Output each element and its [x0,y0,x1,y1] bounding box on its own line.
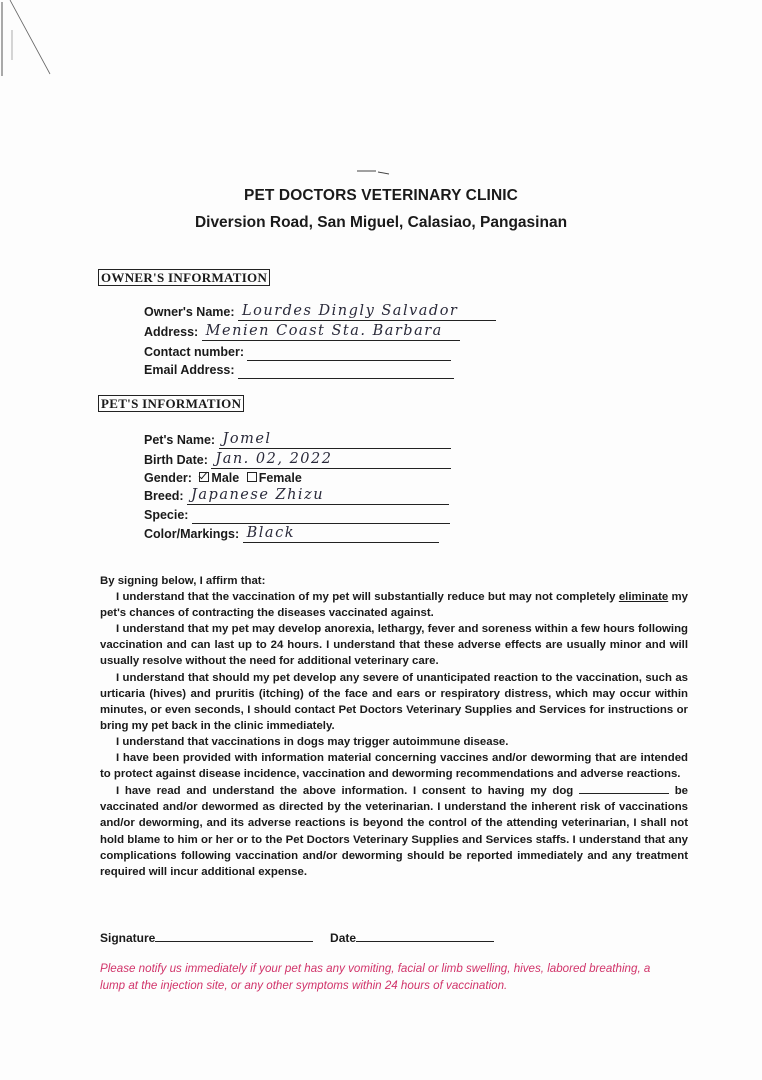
clinic-address: Diversion Road, San Miguel, Calasiao, Pangasinan [194,214,568,231]
gender-field [144,469,302,487]
clinic-name: PET DOCTORS VETERINARY CLINIC [244,187,518,204]
color-markings-input[interactable] [243,525,439,543]
address-field [144,323,460,341]
pet-name-value: Jomel [222,431,272,447]
affirmation-paragraph-4: I understand that vaccinations in dogs may trigger autoimmune disease. [116,735,509,748]
email-input[interactable] [238,364,454,379]
affirmation-text [100,573,688,880]
breed-value: Japanese Zhizu [191,487,325,503]
post-vaccination-notice: Please notify us immediately if your pet has any vomiting, facial or limb swelling, hives, labored breathing, a lump at the injection site, or any other symptoms within 24 hours of vaccination. [100,962,651,992]
gender-male-checkbox[interactable] [199,472,209,482]
affirmation-paragraph-1 [100,589,688,621]
gender-female-checkbox[interactable] [247,472,257,482]
email-label: Email Address: [144,363,235,377]
email-field [144,361,454,379]
color-markings-field [144,525,439,543]
gender-label: Gender: [144,471,192,485]
signature-line[interactable] [155,929,313,942]
affirmation-paragraph-2: I understand that my pet may develop anorexia, lethargy, fever and soreness within a few hours following vaccination and can last up to 24 hours. I understand that these adverse effects are usually minor and will usually resolve without the need for additional veterinary care. [100,623,688,668]
specie-input[interactable] [192,509,450,524]
contact-number-field [144,343,451,361]
signature-row [100,929,494,945]
address-input[interactable] [202,323,460,341]
p1-text-a: I understand that the vaccination of my pet will substantially reduce but may not completely [116,591,619,604]
contact-number-label: Contact number: [144,345,244,359]
birth-date-value: Jan. 02, 2022 [215,451,333,467]
dog-name-blank[interactable] [579,782,669,794]
pen-mark [356,168,390,176]
owner-name-field [144,303,496,321]
affirmation-paragraph-5: I have been provided with information material concerning vaccines and/or deworming that are intended to protect against disease incidence, vaccination and deworming recommendations and adverse reactions. [100,752,688,781]
contact-number-input[interactable] [247,346,451,361]
birth-date-input[interactable] [211,451,451,469]
pet-section-title: PET'S INFORMATION [98,395,244,412]
affirmation-paragraph-6 [100,782,688,880]
pet-name-label: Pet's Name: [144,433,216,447]
affirmation-paragraph-3: I understand that should my pet develop any severe of unanticipated reaction to the vaccination, such as urticaria (hives) and pruritis (itching) of the face and ears or respiratory distress, which may occur within minutes, or even seconds, I should contact Pet Doctors Veterinary Supplies and Services for instructions or bring my pet back in the clinic immediately. [100,671,688,732]
specie-label: Specie: [144,508,189,522]
date-line[interactable] [356,929,494,942]
owner-name-input[interactable] [238,303,496,321]
owner-name-label: Owner's Name: [144,305,235,319]
birth-date-label: Birth Date: [144,453,208,467]
scan-corner-mark [0,0,70,80]
pet-name-input[interactable] [219,431,451,449]
gender-female-label: Female [258,471,302,485]
p6-text-b: be vaccinated and/or dewormed as directed by the veterinarian. I understand the inherent risk of vaccinations and/or deworming, and its adverse reactions is beyond the control of the attending veterinarian, I shall not hold blame to him or her or to the Pet Doctors Veterinary Supplies and Services staffs. I understand that any complications following vaccination and/or deworming should be reported immediately and any treatment required will incur additional expense. [100,785,688,878]
gender-male-label: Male [211,471,240,485]
form-header [0,184,762,235]
address-value: Menien Coast Sta. Barbara [205,323,443,339]
p6-text-a: I have read and understand the above information. I consent to having my dog [116,785,579,798]
address-label: Address: [144,325,199,339]
color-markings-label: Color/Markings: [144,527,240,541]
color-markings-value: Black [246,525,295,541]
signature-label: Signature [100,931,156,945]
p1-text-b: my pet's chances of contracting the diseases vaccinated against. [100,591,688,620]
affirmation-intro: By signing below, I affirm that: [100,575,266,587]
breed-label: Breed: [144,489,184,503]
pet-name-field [144,431,451,449]
p1-underlined: eliminate [618,591,669,604]
owner-name-value: Lourdes Dingly Salvador [242,303,459,319]
breed-input[interactable] [187,487,449,505]
owner-section-title: OWNER'S INFORMATION [98,269,270,286]
specie-field [144,506,450,524]
breed-field [144,487,449,505]
birth-date-field [144,451,451,469]
date-label: Date [330,931,357,945]
